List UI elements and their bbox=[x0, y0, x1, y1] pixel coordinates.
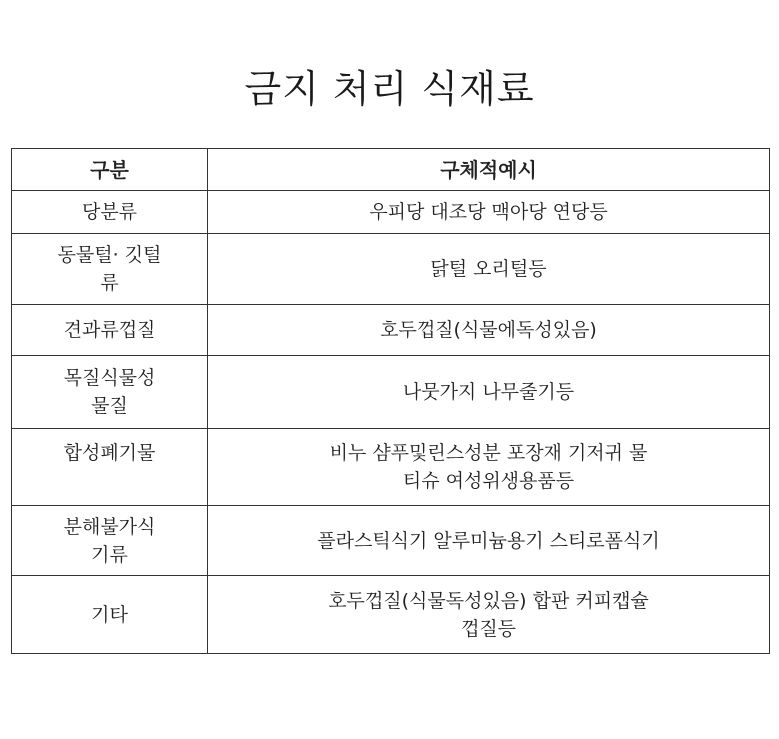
table-row bbox=[12, 506, 770, 576]
examples-text: 호두껍질(식물에독성있음) bbox=[380, 319, 597, 341]
examples-text: 비누 샴푸및린스성분 포장재 기저귀 물 bbox=[329, 442, 648, 464]
table-row bbox=[12, 305, 770, 356]
table-row bbox=[12, 429, 770, 506]
table-row bbox=[12, 191, 770, 234]
category-cell bbox=[12, 234, 208, 305]
table-row bbox=[12, 234, 770, 305]
category-text: 당분류 bbox=[81, 201, 138, 223]
examples-cell bbox=[208, 191, 770, 234]
category-text: 동물털· 깃털 bbox=[57, 244, 162, 266]
category-text: 목질식물성 bbox=[63, 367, 156, 389]
examples-cell bbox=[208, 356, 770, 429]
category-text: 견과류껍질 bbox=[63, 319, 156, 341]
category-cell bbox=[12, 191, 208, 234]
table-row bbox=[12, 576, 770, 654]
examples-text: 껍질등 bbox=[460, 617, 517, 640]
page-title: 금지 처리 식재료 bbox=[244, 67, 535, 111]
examples-text: 티슈 여성위생용품등 bbox=[402, 470, 575, 492]
examples-text: 닭털 오리털등 bbox=[430, 258, 547, 280]
category-cell bbox=[12, 429, 208, 506]
examples-cell bbox=[208, 305, 770, 356]
category-cell bbox=[12, 506, 208, 576]
table-row bbox=[12, 356, 770, 429]
category-text: 합성폐기물 bbox=[63, 442, 156, 464]
prohibited-ingredients-table bbox=[11, 148, 770, 654]
examples-text: 우피당 대조당 맥아당 연당등 bbox=[369, 201, 608, 223]
category-text: 기류 bbox=[91, 543, 128, 566]
category-text: 물질 bbox=[91, 395, 128, 417]
category-cell bbox=[12, 356, 208, 429]
table-header-row bbox=[12, 149, 770, 191]
examples-cell bbox=[208, 576, 770, 654]
examples-cell bbox=[208, 506, 770, 576]
examples-text: 플라스틱식기 알루미늄용기 스티로폼식기 bbox=[317, 529, 660, 552]
category-text: 류 bbox=[100, 272, 119, 294]
header-category: 구분 bbox=[12, 149, 208, 191]
category-text: 분해불가식 bbox=[63, 515, 156, 538]
examples-text: 호두껍질(식물독성있음) 합판 커피캡슐 bbox=[328, 589, 649, 612]
category-cell bbox=[12, 305, 208, 356]
examples-cell bbox=[208, 429, 770, 506]
category-text: 기타 bbox=[91, 603, 128, 626]
examples-text: 나뭇가지 나무줄기등 bbox=[402, 381, 575, 403]
examples-cell bbox=[208, 234, 770, 305]
header-examples: 구체적예시 bbox=[208, 149, 770, 191]
category-cell bbox=[12, 576, 208, 654]
